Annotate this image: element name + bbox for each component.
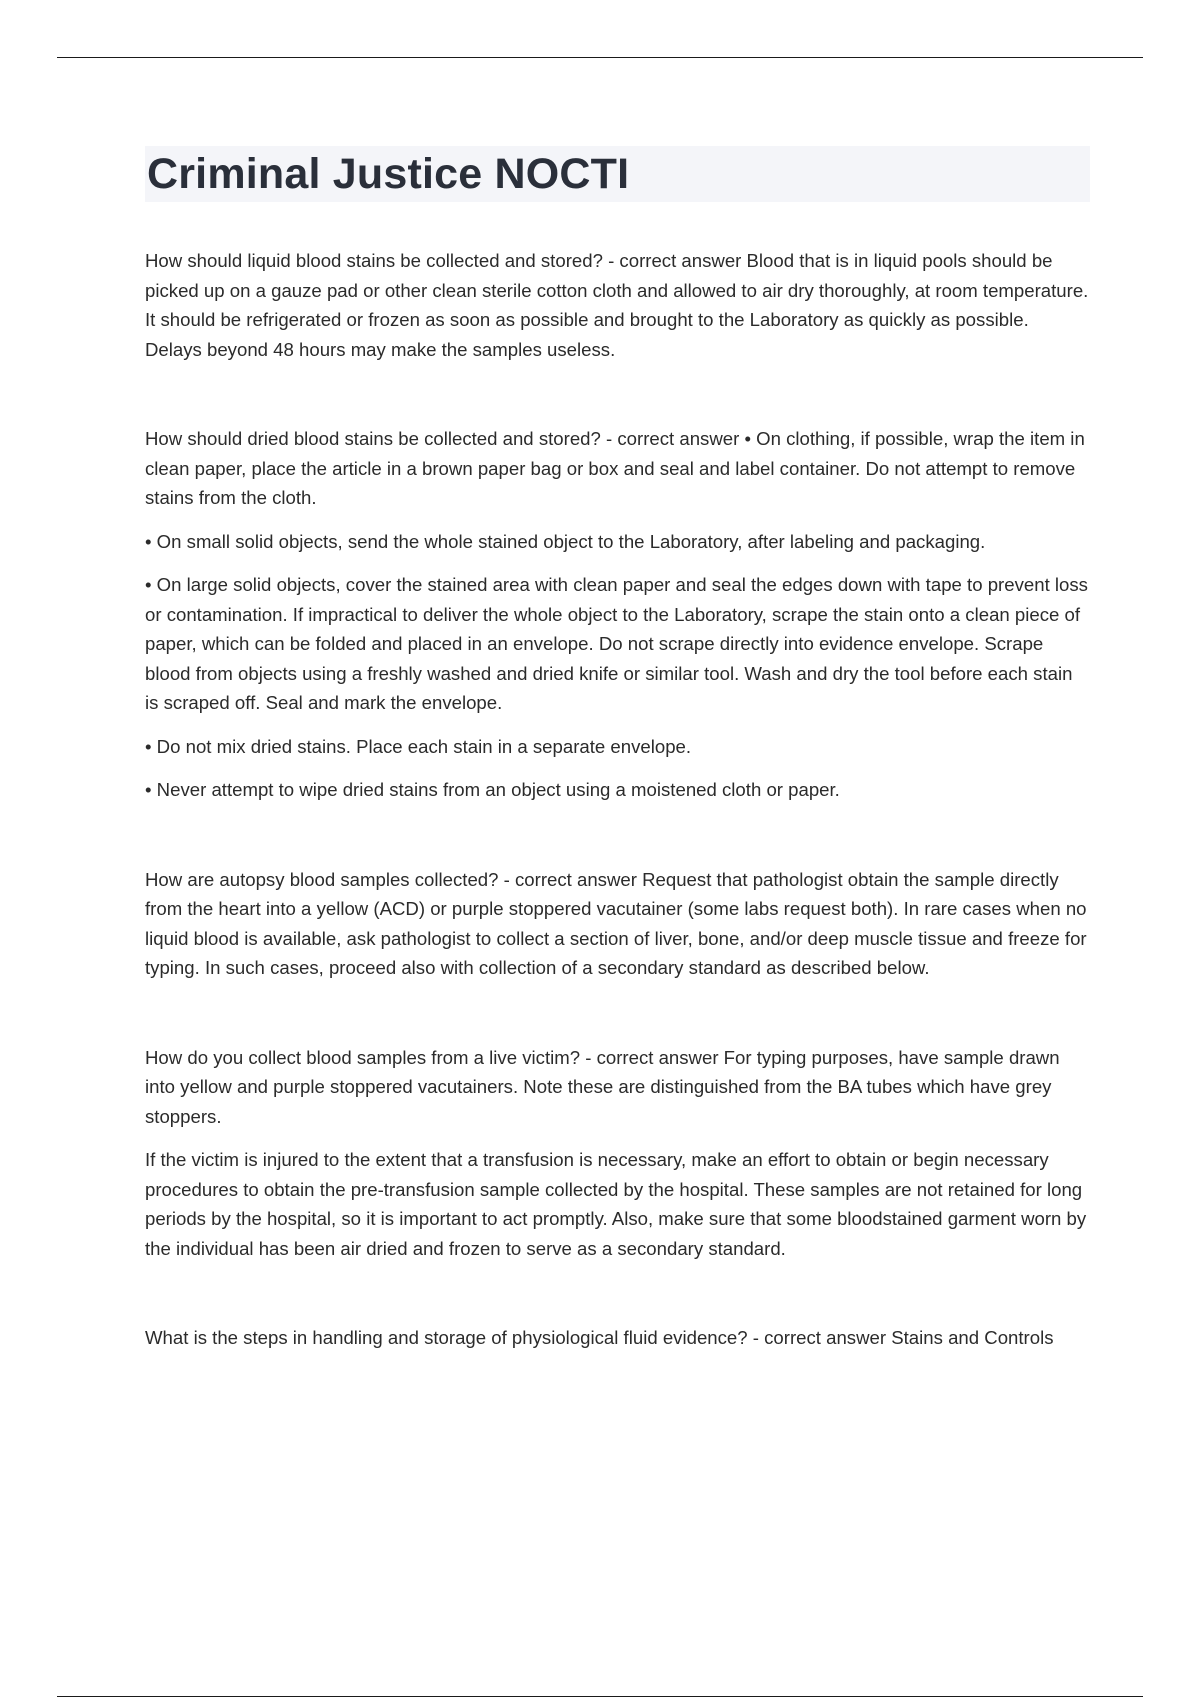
qa-paragraph: • On large solid objects, cover the stained area with clean paper and seal the edges down with tape to prevent loss or contamination. If impractical to deliver the whole object to the Laboratory, scrape the stain onto a clean piece of paper, which can be folded and placed in an envelope. Do not scrape directly into evidence envelope. Scrape blood from objects using a freshly washed and dried knife or similar tool. Wash and dry the tool before each stain is scraped off. Seal and mark the envelope. — [145, 574, 1088, 713]
qa-paragraph: • Never attempt to wipe dried stains from an object using a moistened cloth or paper. — [145, 779, 840, 800]
document-body — [145, 146, 1090, 1413]
qa-paragraph: How should dried blood stains be collected and stored? - correct answer • On clothing, if possible, wrap the item in clean paper, place the article in a brown paper bag or box and seal and label container. Do not attempt to remove stains from the cloth. — [145, 428, 1085, 508]
qa-item — [145, 1323, 1090, 1353]
qa-paragraph: If the victim is injured to the extent that a transfusion is necessary, make an effort to obtain or begin necessary procedures to obtain the pre-transfusion sample collected by the hospital. These samples are not retained for long periods by the hospital, so it is important to act promptly. Also, make sure that some bloodstained garment worn by the individual has been air dried and frozen to serve as a secondary standard. — [145, 1149, 1087, 1259]
qa-item — [145, 865, 1090, 983]
qa-item — [145, 1043, 1090, 1264]
bottom-rule — [57, 1696, 1143, 1697]
top-rule — [57, 57, 1143, 58]
qa-paragraph: • On small solid objects, send the whole stained object to the Laboratory, after labeling and packaging. — [145, 530, 986, 552]
qa-paragraph: • Do not mix dried stains. Place each stain in a separate envelope. — [145, 735, 692, 757]
qa-paragraph: How should liquid blood stains be collected and stored? - correct answer Blood that is in liquid pools should be picked up on a gauze pad or other clean sterile cotton cloth and allowed to air dry thoroughly, at room temperature. It should be refrigerated or frozen as soon as possible and brought to the Laboratory as quickly as possible. Delays beyond 48 hours may make the samples useless. — [145, 250, 1089, 360]
title-band — [145, 146, 1090, 202]
document-title: Criminal Justice NOCTI — [147, 149, 630, 198]
qa-paragraph: How are autopsy blood samples collected? - correct answer Request that pathologist obtain the sample directly from the heart into a yellow (ACD) or purple stoppered vacutainer (some labs request both). In rare cases when no liquid blood is available, ask pathologist to collect a section of liver, bone, and/or deep muscle tissue and freeze for typing. In such cases, proceed also with collection of a secondary standard as described below. — [145, 868, 1087, 978]
qa-item — [145, 246, 1090, 364]
qa-paragraph: How do you collect blood samples from a live victim? - correct answer For typing purposes, have sample drawn into yellow and purple stoppered vacutainers. Note these are distinguished from the BA tubes which have grey stoppers. — [145, 1046, 1060, 1127]
qa-item — [145, 424, 1090, 805]
qa-paragraph: What is the steps in handling and storage of physiological fluid evidence? - correct answer Stains and Controls — [145, 1327, 1054, 1348]
